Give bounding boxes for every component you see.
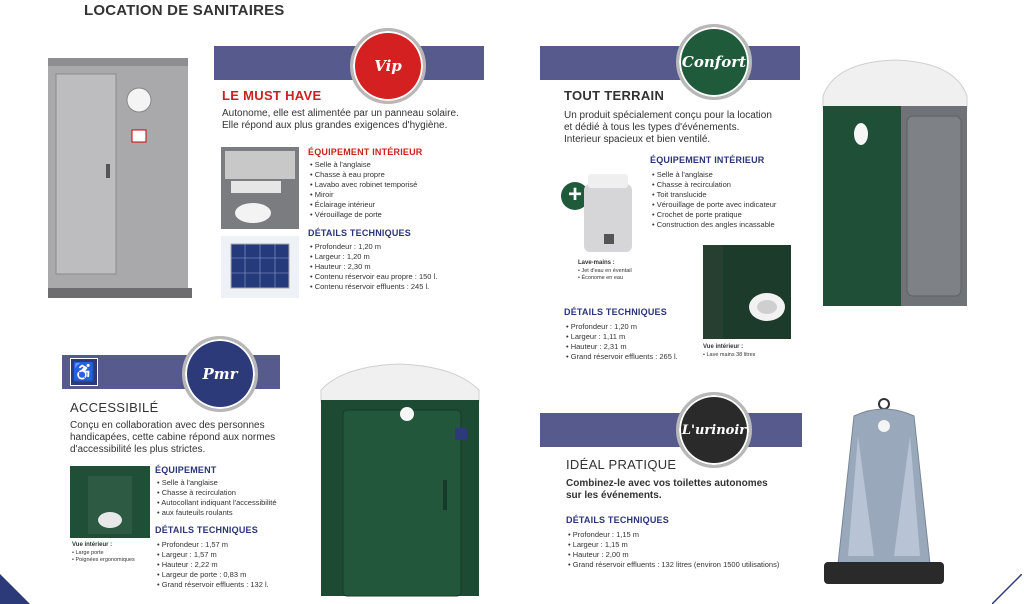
urinoir-tagline: IDÉAL PRATIQUE bbox=[566, 457, 677, 472]
list-item: • Lave mains 38 litres bbox=[703, 352, 803, 359]
list-item: • Hauteur : 2,22 m bbox=[157, 560, 297, 570]
vip-tech-list bbox=[310, 242, 500, 292]
vip-equip-title: ÉQUIPEMENT INTÉRIEUR bbox=[308, 147, 423, 157]
vip-tech-title: DÉTAILS TECHNIQUES bbox=[308, 228, 411, 238]
list-item: • Contenu réservoir effluents : 245 l. bbox=[310, 282, 500, 292]
list-item: • Construction des angles incassable bbox=[652, 220, 812, 230]
pmr-badge-label: Pmr bbox=[202, 365, 238, 383]
list-item: • Jet d'eau en éventail bbox=[578, 268, 658, 275]
confort-vue-list bbox=[703, 352, 803, 359]
list-item: • Crochet de porte pratique bbox=[652, 210, 812, 220]
list-item: • Vérouillage de porte bbox=[310, 210, 490, 220]
vip-desc-line: Elle répond aux plus grandes exigences d'hygiène. bbox=[222, 120, 448, 131]
pmr-cabin-image bbox=[303, 362, 491, 602]
vip-badge-label: Vip bbox=[374, 57, 402, 75]
list-item: • Grand réservoir effluents : 265 l. bbox=[566, 352, 706, 362]
confort-cabin-image bbox=[815, 56, 973, 314]
confort-description bbox=[564, 110, 804, 146]
vip-badge bbox=[350, 28, 426, 104]
pmr-tech-list bbox=[157, 540, 297, 590]
pmr-equip-title: ÉQUIPEMENT bbox=[155, 465, 217, 475]
list-item: • Vérouillage de porte avec indicateur bbox=[652, 200, 812, 210]
list-item: • Poignées ergonomiques bbox=[72, 557, 162, 564]
list-item: • Miroir bbox=[310, 190, 490, 200]
list-item: • Largeur : 1,15 m bbox=[568, 540, 808, 550]
pmr-description bbox=[70, 420, 300, 456]
list-item: • Largeur de porte : 0,83 m bbox=[157, 570, 297, 580]
confort-vue-title: Vue intérieur : bbox=[703, 344, 744, 350]
plus-icon: + bbox=[561, 182, 589, 210]
urinoir-badge-label: L'urinoir bbox=[681, 422, 747, 438]
list-item: • Profondeur : 1,57 m bbox=[157, 540, 297, 550]
pmr-tagline: ACCESSIBILÉ bbox=[70, 400, 159, 415]
confort-tech-list bbox=[566, 322, 706, 362]
pmr-desc-line: d'accessibilité les plus strictes. bbox=[70, 444, 206, 455]
list-item: • Grand réservoir effluents : 132 litres (environ 1500 utilisations) bbox=[568, 560, 808, 570]
list-item: • Toit translucide bbox=[652, 190, 812, 200]
urinoir-desc-line: sur les événements. bbox=[566, 490, 662, 501]
list-item: • Lavabo avec robinet temporisé bbox=[310, 180, 490, 190]
corner-decoration-left bbox=[0, 574, 30, 604]
list-item: • aux fauteuils roulants bbox=[157, 508, 297, 518]
corner-decoration-right bbox=[992, 574, 1022, 604]
pmr-equip-list bbox=[157, 478, 297, 518]
pmr-desc-line: Conçu en collaboration avec des personnes bbox=[70, 420, 265, 431]
list-item: • Selle à l'anglaise bbox=[310, 160, 490, 170]
confort-desc-line: et dédié à tous les types d'événements. bbox=[564, 122, 740, 133]
pmr-desc-line: handicapées, cette cabine répond aux normes bbox=[70, 432, 276, 443]
list-item: • Large porte bbox=[72, 550, 162, 557]
vip-header-bar bbox=[214, 46, 484, 80]
pmr-interior-image bbox=[70, 466, 150, 538]
confort-tagline: TOUT TERRAIN bbox=[564, 88, 665, 103]
confort-desc-line: Interieur spacieux et bien ventilé. bbox=[564, 134, 711, 145]
pmr-vue-list bbox=[72, 550, 162, 564]
list-item: • Chasse à recirculation bbox=[157, 488, 297, 498]
vip-solar-panel-image bbox=[221, 236, 299, 298]
list-item: • Selle à l'anglaise bbox=[652, 170, 812, 180]
list-item: • Autocollant indiquant l'accessibilité bbox=[157, 498, 297, 508]
urinoir-badge bbox=[676, 392, 752, 468]
list-item: • Grand réservoir effluents : 132 l. bbox=[157, 580, 297, 590]
list-item: • Hauteur : 2,30 m bbox=[310, 262, 500, 272]
vip-cabin-image bbox=[44, 52, 196, 302]
urinoir-header-bar bbox=[540, 413, 802, 447]
list-item: • Profondeur : 1,20 m bbox=[566, 322, 706, 332]
confort-header-bar bbox=[540, 46, 800, 80]
list-item: • Selle à l'anglaise bbox=[157, 478, 297, 488]
urinoir-description bbox=[566, 478, 796, 502]
list-item: • Profondeur : 1,20 m bbox=[310, 242, 500, 252]
pmr-tech-title: DÉTAILS TECHNIQUES bbox=[155, 525, 258, 535]
pmr-badge bbox=[182, 336, 258, 412]
urinoir-tech-list bbox=[568, 530, 808, 570]
urinoir-desc-line: Combinez-le avec vos toilettes autonomes bbox=[566, 478, 768, 489]
confort-badge-label: Confort bbox=[681, 53, 747, 71]
list-item: • Hauteur : 2,00 m bbox=[568, 550, 808, 560]
wheelchair-icon: ♿ bbox=[70, 358, 98, 386]
confort-interior-image bbox=[703, 245, 791, 339]
confort-tech-title: DÉTAILS TECHNIQUES bbox=[564, 307, 667, 317]
vip-equip-list bbox=[310, 160, 490, 220]
list-item: • Chasse à eau propre bbox=[310, 170, 490, 180]
urinoir-tech-title: DÉTAILS TECHNIQUES bbox=[566, 515, 669, 525]
vip-description bbox=[222, 108, 492, 132]
vip-desc-line: Autonome, elle est alimentée par un panneau solaire. bbox=[222, 108, 459, 119]
list-item: • Hauteur : 2,31 m bbox=[566, 342, 706, 352]
vip-tagline: LE MUST HAVE bbox=[222, 88, 322, 103]
list-item: • Largeur : 1,57 m bbox=[157, 550, 297, 560]
pmr-vue-title: Vue intérieur : bbox=[72, 542, 113, 548]
list-item: • Contenu réservoir eau propre : 150 l. bbox=[310, 272, 500, 282]
confort-equip-title: ÉQUIPEMENT INTÉRIEUR bbox=[650, 155, 765, 165]
confort-equip-list bbox=[652, 170, 812, 230]
confort-lave-list bbox=[578, 268, 658, 282]
list-item: • Chasse à recirculation bbox=[652, 180, 812, 190]
confort-handwash-image bbox=[578, 170, 638, 256]
page-title: LOCATION DE SANITAIRES bbox=[84, 2, 285, 19]
vip-interior-image bbox=[221, 147, 299, 229]
confort-lave-title: Lave-mains : bbox=[578, 260, 615, 266]
confort-desc-line: Un produit spécialement conçu pour la location bbox=[564, 110, 772, 121]
list-item: • Profondeur : 1,15 m bbox=[568, 530, 808, 540]
list-item: • Largeur : 1,11 m bbox=[566, 332, 706, 342]
list-item: • Éclairage intérieur bbox=[310, 200, 490, 210]
list-item: • Largeur : 1,20 m bbox=[310, 252, 500, 262]
urinoir-image bbox=[818, 396, 948, 592]
confort-badge bbox=[676, 24, 752, 100]
list-item: • Économe en eau bbox=[578, 275, 658, 282]
